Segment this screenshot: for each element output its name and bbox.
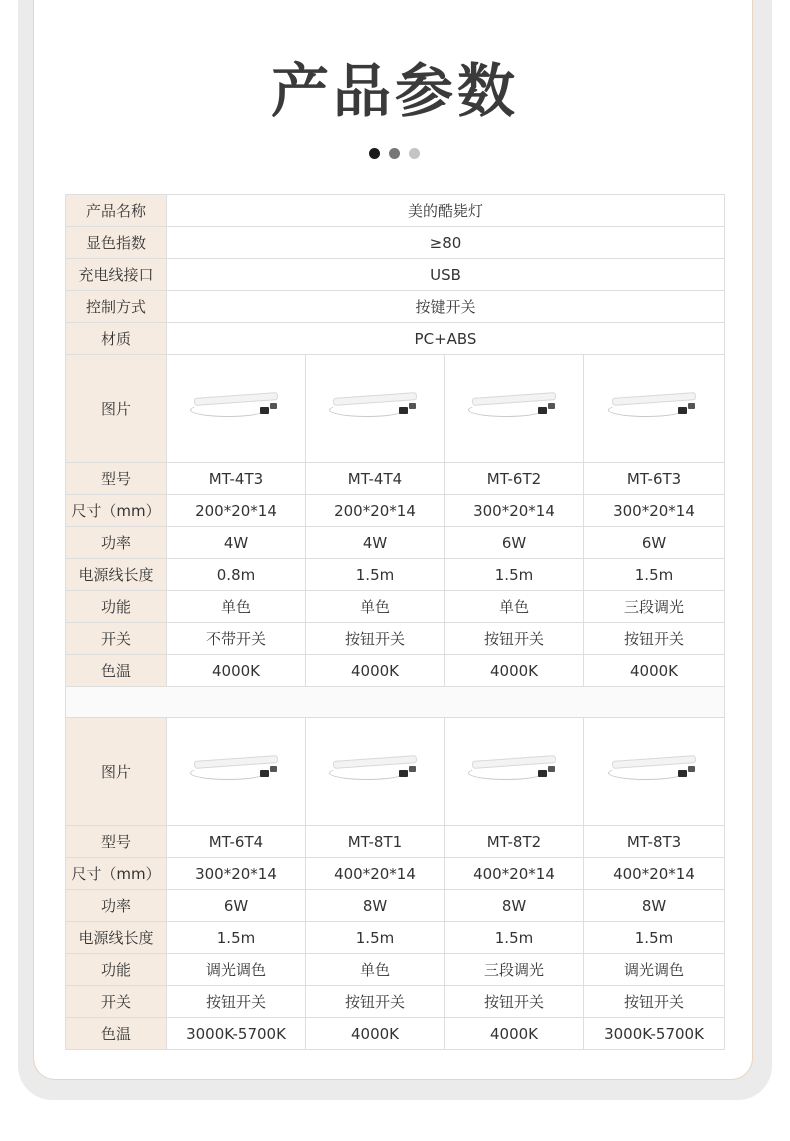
spec-label: 色温 [66, 1018, 167, 1050]
light-bar-image [325, 379, 425, 439]
spec-cell: 按钮开关 [445, 623, 584, 655]
spec-label: 电源线长度 [66, 922, 167, 954]
spec-row [66, 890, 725, 922]
spec-cell: MT-4T4 [306, 463, 445, 495]
spec-label: 尺寸（mm） [66, 495, 167, 527]
spec-value: ≥80 [167, 227, 725, 259]
product-image-cell [167, 718, 306, 826]
spec-cell: 6W [167, 890, 306, 922]
spec-cell: 4W [167, 527, 306, 559]
spec-cell: 单色 [167, 591, 306, 623]
spec-label: 尺寸（mm） [66, 858, 167, 890]
spec-cell: MT-6T3 [584, 463, 725, 495]
spec-label: 电源线长度 [66, 559, 167, 591]
spec-cell: 8W [445, 890, 584, 922]
spec-label: 功能 [66, 591, 167, 623]
spec-row [66, 858, 725, 890]
spec-cell: 1.5m [306, 559, 445, 591]
spec-cell: 400*20*14 [445, 858, 584, 890]
spec-row [66, 986, 725, 1018]
spec-cell: MT-8T2 [445, 826, 584, 858]
spec-cell: 调光调色 [584, 954, 725, 986]
spec-label: 型号 [66, 463, 167, 495]
spec-cell: 300*20*14 [167, 858, 306, 890]
spec-cell: 4000K [167, 655, 306, 687]
spec-cell: 6W [445, 527, 584, 559]
image-label: 图片 [66, 718, 167, 826]
image-row [66, 718, 725, 826]
spec-label: 产品名称 [66, 195, 167, 227]
image-row [66, 355, 725, 463]
spec-cell: 调光调色 [167, 954, 306, 986]
spec-cell: 三段调光 [584, 591, 725, 623]
spec-row [66, 291, 725, 323]
spec-row [66, 323, 725, 355]
spec-cell: 1.5m [584, 559, 725, 591]
spec-cell: 1.5m [306, 922, 445, 954]
spec-cell: 单色 [306, 954, 445, 986]
product-image-cell [445, 718, 584, 826]
spec-cell: MT-8T1 [306, 826, 445, 858]
spacer-cell [66, 687, 725, 718]
spec-label: 功率 [66, 527, 167, 559]
spec-cell: 300*20*14 [445, 495, 584, 527]
spec-cell: 三段调光 [445, 954, 584, 986]
spec-cell: MT-4T3 [167, 463, 306, 495]
spec-row [66, 1018, 725, 1050]
spec-cell: 按钮开关 [445, 986, 584, 1018]
spec-cell: 单色 [306, 591, 445, 623]
spec-label: 充电线接口 [66, 259, 167, 291]
spec-cell: 3000K-5700K [167, 1018, 306, 1050]
spec-label: 色温 [66, 655, 167, 687]
spec-cell: 3000K-5700K [584, 1018, 725, 1050]
light-bar-image [186, 379, 286, 439]
spec-row [66, 623, 725, 655]
spec-label: 开关 [66, 623, 167, 655]
spec-cell: 不带开关 [167, 623, 306, 655]
spec-row [66, 922, 725, 954]
light-bar-image [464, 742, 564, 802]
spec-label: 功率 [66, 890, 167, 922]
product-image-cell [584, 355, 725, 463]
spec-row [66, 195, 725, 227]
spec-cell: 4W [306, 527, 445, 559]
spec-value: 美的酷毙灯 [167, 195, 725, 227]
spec-row [66, 227, 725, 259]
spec-cell: 按钮开关 [306, 986, 445, 1018]
spec-cell: 200*20*14 [306, 495, 445, 527]
carousel-dot[interactable] [389, 148, 400, 159]
spec-cell: MT-6T2 [445, 463, 584, 495]
product-image-cell [584, 718, 725, 826]
product-image-cell [445, 355, 584, 463]
spec-row [66, 259, 725, 291]
spec-label: 开关 [66, 986, 167, 1018]
spec-row [66, 655, 725, 687]
spec-label: 材质 [66, 323, 167, 355]
spec-cell: 200*20*14 [167, 495, 306, 527]
carousel-dot[interactable] [409, 148, 420, 159]
spec-label: 型号 [66, 826, 167, 858]
product-image-cell [306, 355, 445, 463]
spec-cell: 按钮开关 [306, 623, 445, 655]
spec-label: 功能 [66, 954, 167, 986]
spec-row [66, 527, 725, 559]
light-bar-image [604, 742, 704, 802]
image-label: 图片 [66, 355, 167, 463]
product-image-cell [306, 718, 445, 826]
spec-cell: 1.5m [445, 922, 584, 954]
spec-cell: 按钮开关 [584, 986, 725, 1018]
spec-cell: 300*20*14 [584, 495, 725, 527]
spec-row [66, 826, 725, 858]
spec-cell: 单色 [445, 591, 584, 623]
spec-row [66, 495, 725, 527]
spec-cell: 1.5m [167, 922, 306, 954]
spec-cell: MT-6T4 [167, 826, 306, 858]
light-bar-image [464, 379, 564, 439]
spec-row [66, 954, 725, 986]
spec-value: 按键开关 [167, 291, 725, 323]
spec-cell: 按钮开关 [167, 986, 306, 1018]
spec-cell: 按钮开关 [584, 623, 725, 655]
spec-row [66, 559, 725, 591]
spec-row [66, 463, 725, 495]
section-spacer [66, 687, 725, 718]
spec-label: 控制方式 [66, 291, 167, 323]
spec-table [65, 194, 725, 1050]
spec-cell: 400*20*14 [306, 858, 445, 890]
page-title: 产品参数 [270, 57, 519, 125]
spec-cell: 4000K [306, 655, 445, 687]
spec-cell: 4000K [445, 1018, 584, 1050]
product-image-cell [167, 355, 306, 463]
spec-value: USB [167, 259, 725, 291]
spec-cell: 8W [584, 890, 725, 922]
spec-cell: 1.5m [445, 559, 584, 591]
spec-cell: 400*20*14 [584, 858, 725, 890]
spec-cell: 8W [306, 890, 445, 922]
spec-cell: 1.5m [584, 922, 725, 954]
spec-row [66, 591, 725, 623]
spec-cell: 6W [584, 527, 725, 559]
light-bar-image [604, 379, 704, 439]
spec-value: PC+ABS [167, 323, 725, 355]
spec-cell: 0.8m [167, 559, 306, 591]
spec-cell: MT-8T3 [584, 826, 725, 858]
spec-cell: 4000K [584, 655, 725, 687]
carousel-dot-active[interactable] [369, 148, 380, 159]
spec-cell: 4000K [306, 1018, 445, 1050]
spec-cell: 4000K [445, 655, 584, 687]
light-bar-image [325, 742, 425, 802]
light-bar-image [186, 742, 286, 802]
spec-label: 显色指数 [66, 227, 167, 259]
